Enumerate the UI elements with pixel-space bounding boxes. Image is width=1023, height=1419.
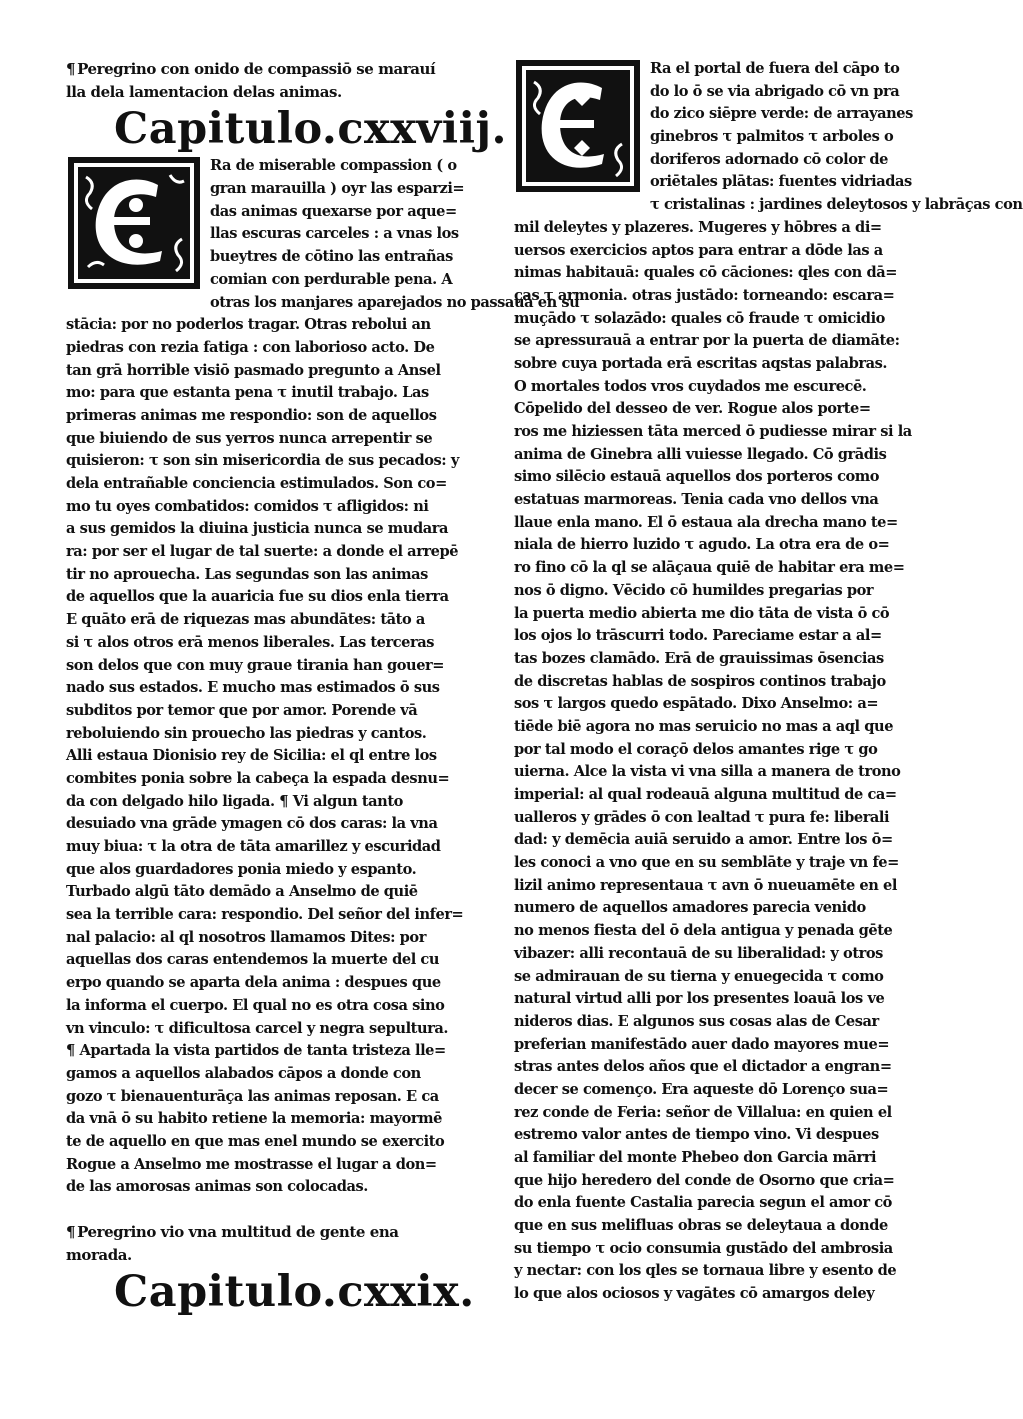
text-line: quisieron: τ son sin misericordia de sus pecados: y [66,452,459,470]
text-line: tiēde biē agora no mas seruicio no mas a aql que [514,717,894,735]
text-line: sobre cuya portada erā escritas aqstas palabras. [514,354,887,372]
text-line: piedras con rezia fatiga : con laborioso acto. De [66,338,435,356]
text-line: da vnā ō su habito retiene la memoria: mayormē [66,1110,442,1128]
text-line: dad: y demēcia auiā seruido a amor. Entre los ō= [514,831,893,849]
left-column [66,58,580,1318]
text-line: tas bozes clamādo. Erā de grauissimas ōsencias [514,649,884,667]
text-line: da con delgado hilo ligada. ¶ Vi algun tanto [66,792,403,810]
text-line: al familiar del monte Phebeo don Garcia mārri [514,1149,877,1166]
text-line: que alos guardadores ponia miedo y espanto. [66,860,417,878]
text-line: nimas habitauā: quales cō cāciones: qles con dā= [514,264,898,282]
rubric-text: Peregrino vio vna multitud de gente ena [77,1223,399,1241]
text-line: bueytres de cōtino las entrañas [210,248,453,266]
text-line: primeras animas me respondio: son de aquellos [66,406,437,424]
text-line: lizil animo representaua τ avn ō nueuamēte en el [514,876,897,894]
decorated-initial-e-icon [66,155,202,291]
text-line: ra: por ser el lugar de tal suerte: a donde el arrepē [66,543,459,561]
text-line: stras antes delos años que el dictador a engran= [514,1058,892,1076]
text-line: te de aquello en que mas enel mundo se exercito [66,1132,445,1150]
text-line: la informa el cuerpo. El qual no es otra cosa sino [66,996,445,1014]
text-line: anima de Ginebra alli vuiesse llegado. Cō grādis [514,445,887,463]
text-line: ças τ armonia. otras justādo: torneando: escara= [514,286,895,304]
text-line: de discretas hablas de sospiros continos trabajo [514,672,886,690]
text-line: uersos exercicios aptos para entrar a dōde las a [514,241,883,259]
text-line: combites ponia sobre la cabeça la espada desnu= [66,769,450,787]
text-line: gran marauilla ) oyr las esparzi= [210,180,465,198]
text-line: do zico siēpre verde: de arrayanes [650,105,913,123]
text-line: uierna. Alce la vista vi vna silla a manera de trono [514,763,901,781]
text-line: si τ alos otros erā menos liberales. Las terceras [66,633,434,651]
rubric-text: Peregrino con onido de compassiō se marauí [77,60,436,78]
text-line: se admirauan de su tierna y enuegecida τ como [514,967,884,985]
text-line: son delos que con muy graue tirania han gouer= [66,656,445,674]
text-line: desuiado vna grāde ymagen cō dos caras: la vna [66,815,438,833]
text-line: subditos por temor que por amor. Porende vā [66,701,418,719]
text-line: decer se començo. Era aqueste dō Lorenço sua= [514,1080,889,1098]
text-line: erpo quando se aparta dela anima : despues que [66,974,441,992]
chapter-heading-129: Capitulo.cxxix. [114,1267,475,1318]
text-line: nado sus estados. E mucho mas estimados ō sus [66,679,440,697]
text-line: mo tu oyes combatidos: comidos τ afligidos: ni [66,497,429,515]
text-line: ros me hiziessen tāta merced ō pudiesse mirar si la [514,423,912,440]
text-line: muy biua: τ la otra de tāta amarillez y escuridad [66,838,441,855]
text-line: ro fino cō la ql se alāçaua quiē de habitar era me= [514,559,905,577]
text-line: sos τ largos quedo espātado. Dixo Anselmo: a= [514,695,879,713]
rubric-line: lla dela lamentacion delas animas. [66,82,342,101]
text-line: stācia: por no poderlos tragar. Otras rebolui an [66,316,431,334]
text-line: que biuiendo de sus yerros nunca arrepentir se [66,429,433,447]
text-line: llas escuras carceles : a vnas los [210,225,459,243]
text-line: otras los manjares aparejados no passauā en su [210,293,580,311]
text-line: oriētales plātas: fuentes vidriadas [650,173,912,191]
text-line: sea la terrible cara: respondio. Del señor del infer= [66,906,464,924]
rubric-line [66,58,488,81]
text-line: τ cristalinas : jardines deleytosos y labrāças con [650,196,1023,214]
text-line: do lo ō se via abrigado cō vn pra [650,82,900,100]
text-line: niala de hierro luzido τ agudo. La otra era de o= [514,536,890,554]
text-line: do enla fuente Castalia parecia segun el amor cō [514,1194,892,1212]
text-line: vn vinculo: τ dificultosa carcel y negra sepultura. [66,1019,448,1037]
text-line: natural virtud alli por los presentes loauā los ve [514,990,885,1008]
text-line: estremo valor antes de tiempo vino. Vi despues [514,1126,879,1144]
text-line: tir no aprouecha. Las segundas son las animas [66,565,428,583]
rubric-line: morada. [66,1245,132,1264]
text-line: gozo τ bienauenturāça las animas reposan. E ca [66,1087,439,1105]
text-line: doriferos adornado cō color de [650,150,888,168]
text-line: ginebros τ palmitos τ arboles o [650,128,894,146]
text-line: que en sus melifluas obras se deleytaua a donde [514,1217,888,1235]
text-line: Turbado algū tāto demādo a Anselmo de quiē [66,883,418,901]
rubric-chapter-129 [66,1221,488,1266]
text-line: comian con perdurable pena. A [210,270,453,288]
text-line: rez conde de Feria: señor de Villalua: en quien el [514,1103,892,1121]
text-line: llaue enla mano. El ō estaua ala drecha mano te= [514,513,898,531]
text-line: se apressurauā a entrar por la puerta de diamāte: [514,332,900,350]
decorated-initial-e-icon [514,58,642,194]
paragraph-left-1 [66,155,580,1199]
text-line: nideros dias. E algunos sus cosas alas de Cesar [514,1012,879,1030]
right-column [514,58,1023,1306]
text-line: Cōpelido del desseo de ver. Rogue alos porte= [514,400,871,418]
text-line: mil deleytes y plazeres. Mugeres y hōbres a di= [514,218,882,236]
text-line: Alli estaua Dionisio rey de Sicilia: el ql entre los [66,747,437,765]
text-line: nos ō digno. Vēcido cō humildes pregarias por [514,581,874,599]
text-line: numero de aquellos amadores parecia venido [514,899,866,917]
pilcrow-mark: ¶ [66,1223,76,1241]
text-line: lo que alos ociosos y vagātes cō amargos deley [514,1285,875,1303]
text-line: y nectar: con los qles se tornaua libre y esento de [514,1262,897,1280]
text-line: simo silēcio estauā aquellos dos porteros como [514,468,880,486]
text-line: los ojos lo trāscurri todo. Pareciame estar a al= [514,627,882,645]
text-line: por tal modo el coraçō delos amantes rige τ go [514,740,878,758]
text-line: E quāto erā de riquezas mas abundātes: tāto a [66,611,425,629]
text-line: reboluiendo sin prouecho las piedras y cantos. [66,724,427,742]
text-line: nal palacio: al ql nosotros llamamos Dites: por [66,928,426,946]
pilcrow-mark: ¶ [66,60,76,78]
rubric-line [66,1221,488,1244]
text-line: das animas quexarse por aque= [210,202,457,220]
text-line: la puerta medio abierta me dio tāta de vista ō cō [514,604,890,622]
chapter-heading-128: Capitulo.cxxviij. [114,104,507,155]
text-line: Ra el portal de fuera del cāpo to [650,60,900,77]
text-line: a sus gemidos la diuina justicia nunca se mudara [66,520,448,538]
text-line: Ra de miserable compassion ( o [210,157,457,175]
text-line: ualleros y grādes ō con lealtad τ pura fe: liberali [514,808,890,826]
text-line: vibazer: alli recontauā de su liberalidad: y otros [514,944,883,962]
text-line: que hijo heredero del conde de Osorno que cria= [514,1171,895,1189]
text-line: su tiempo τ ocio consumia gustādo del ambrosia [514,1239,893,1257]
text-line: imperial: al qual rodeauā alguna multitud de ca= [514,786,897,803]
text-line: estatuas marmoreas. Tenia cada vno dellos vna [514,491,879,509]
text-line: Rogue a Anselmo me mostrasse el lugar a don= [66,1155,437,1173]
text-line: de las amorosas animas son colocadas. [66,1178,368,1196]
text-line: mo: para que estanta pena τ inutil trabajo. Las [66,384,429,402]
text-line: ¶ Apartada la vista partidos de tanta tristeza lle= [66,1042,446,1060]
text-line: dela entrañable conciencia estimulados. Son co= [66,475,447,492]
text-line: O mortales todos vros cuydados me escurecē. [514,377,867,395]
text-line: de aquellos que la auaricia fue su dios enla tierra [66,588,449,606]
text-line: aquellas dos caras entendemos la muerte del cu [66,951,440,969]
text-line: les conoci a vno que en su semblāte y traje vn fe= [514,854,899,872]
text-line: tan grā horrible visiō pasmado pregunto a Ansel [66,361,441,379]
paragraph-right-1 [514,58,1023,1306]
text-line: no menos fiesta del ō dela antigua y penada gēte [514,922,893,940]
text-line: gamos a aquellos alabados cāpos a donde con [66,1064,421,1082]
text-line: muçādo τ solazādo: quales cō fraude τ omicidio [514,309,885,327]
text-line: preferian manifestādo auer dado mayores mue= [514,1035,890,1053]
rubric-chapter-128 [66,58,488,103]
